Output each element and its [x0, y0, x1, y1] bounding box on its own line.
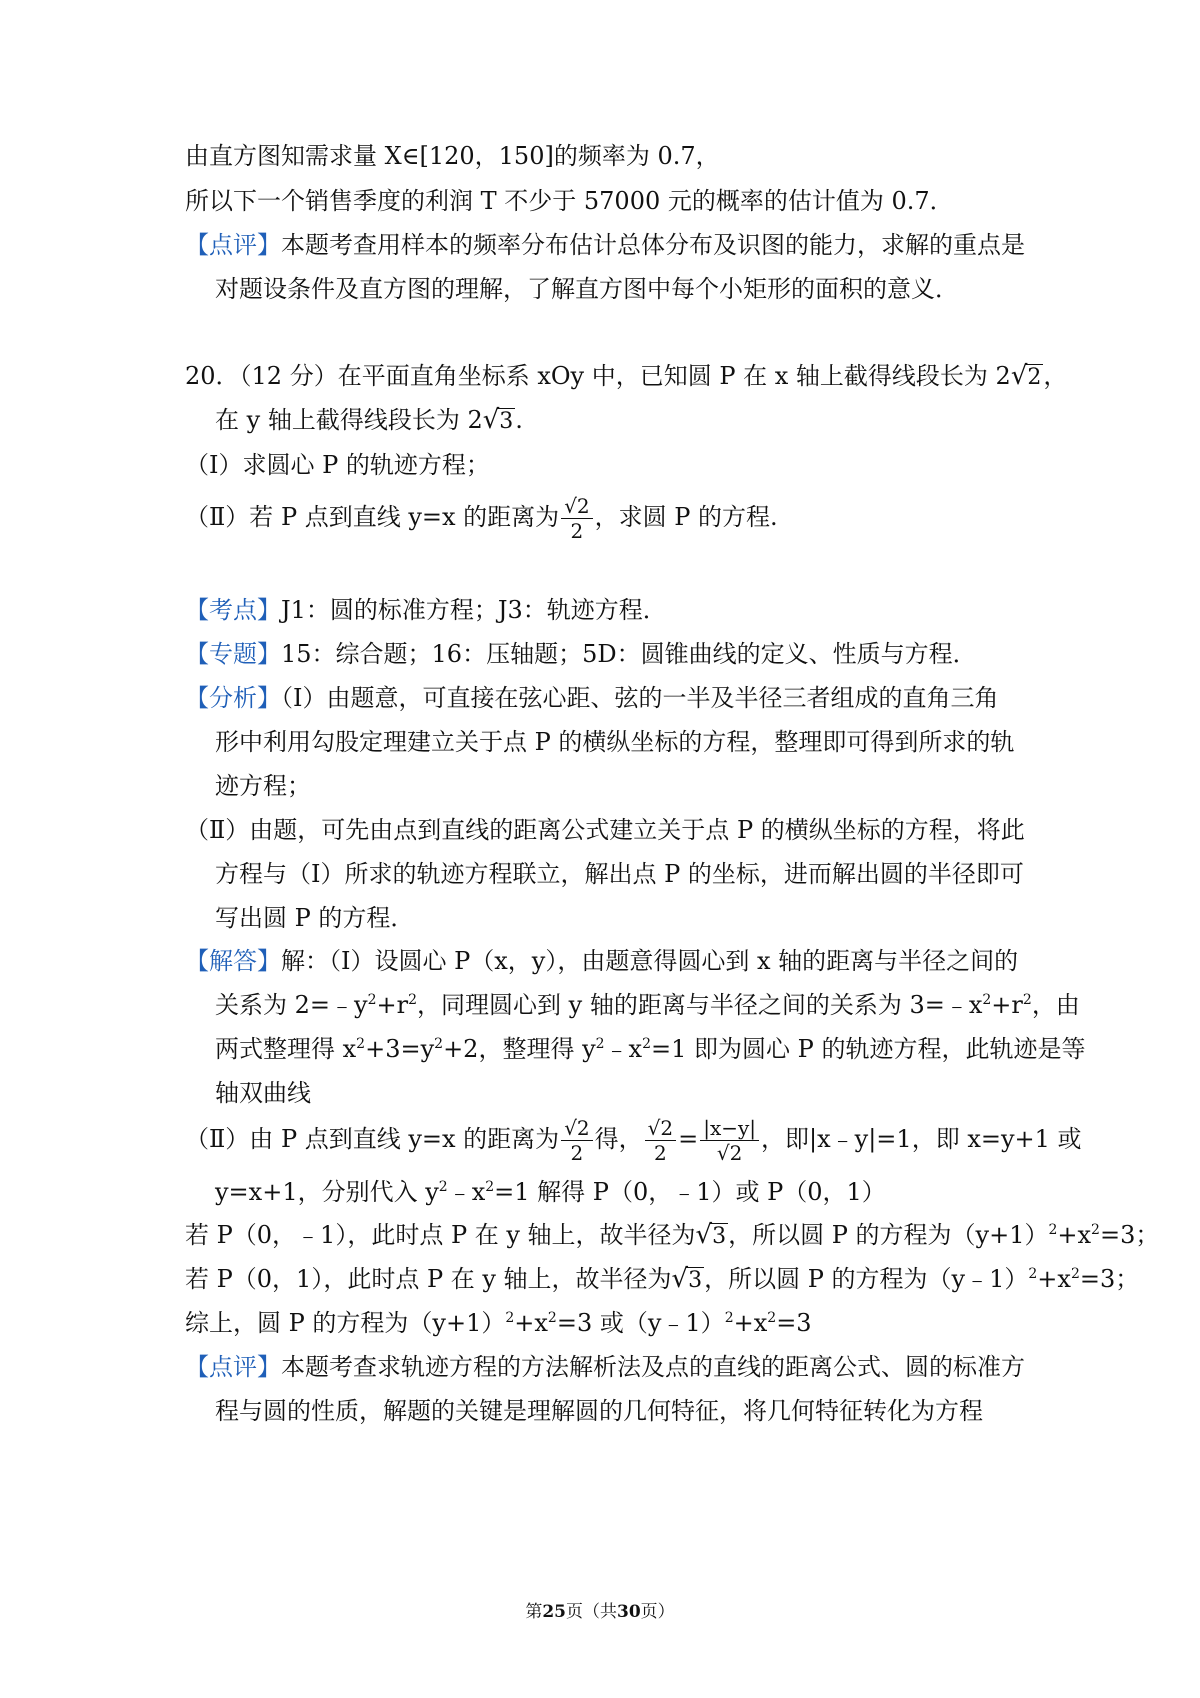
text-line: 轴双曲线: [215, 1079, 311, 1107]
question-line: （Ⅱ）若 P 点到直线 y=x 的距离为 $\frac{√2}{2}$ ，求圆 P 的方程.: [185, 494, 778, 543]
fenxi-line: 【分析】（Ⅰ）由题意，可直接在弦心距、弦的一半及半径三者组成的直角三角: [185, 684, 999, 712]
text-line: 综上，圆 P 的方程为$(y+1)^2+x^2=3$ 或$(y﹣1)^2+x^2=3$: [185, 1309, 812, 1337]
fraction: $\frac{√2}{2}$: [645, 1116, 676, 1165]
text-line: （Ⅱ）由题，可先由点到直线的距离公式建立关于点 P 的横纵坐标的方程，将此: [185, 816, 1025, 844]
text-line: 方程与（I）所求的轨迹方程联立，解出点 P 的坐标，进而解出圆的半径即可: [215, 860, 1024, 888]
text-line: 关系为 $2=﹣y^2+r^2$，同理圆心到 y 轴的距离与半径之间的关系为 $3=﹣x^2+r^2$，由: [215, 991, 1080, 1019]
text-line: 程与圆的性质，解题的关键是理解圆的几何特征，将几何特征转化为方程: [215, 1397, 983, 1425]
text-line: 若 P（0，1），此时点 P 在 y 轴上，故半径为√3，所以圆 P 的方程为$(y﹣1)^2+x^2=3$；: [185, 1263, 1139, 1297]
text-line: 若 P（0，﹣1），此时点 P 在 y 轴上，故半径为√3，所以圆 P 的方程为$(y+1)^2+x^2=3$；: [185, 1219, 1159, 1253]
sqrt-expr: √3: [671, 1264, 703, 1294]
sqrt-expr: √2: [1010, 361, 1042, 391]
sqrt-expr: √3: [695, 1220, 727, 1250]
fraction: $\frac{√2}{2}$: [561, 494, 592, 543]
jieda-tag: 【解答】: [185, 947, 281, 975]
question-line: （Ⅰ）求圆心 P 的轨迹方程；: [185, 451, 490, 479]
question-line: 在 y 轴上截得线段长为 2√3.: [215, 404, 523, 438]
zhuanti-tag: 【专题】: [185, 640, 281, 668]
text-line: 两式整理得 $x^2+3=y^2+2$，整理得 $y^2﹣x^2=1$ 即为圆心 P 的轨迹方程，此轨迹是等: [215, 1035, 1086, 1063]
comment-tag: 【点评】: [185, 231, 281, 259]
kaodian-tag: 【考点】: [185, 596, 281, 624]
comment-line: 【点评】本题考查求轨迹方程的方法解析法及点的直线的距离公式、圆的标准方: [185, 1353, 1025, 1381]
comment-tag: 【点评】: [185, 1353, 281, 1381]
page-footer: 第25页（共30页）: [525, 1602, 675, 1622]
text-line: 对题设条件及直方图的理解，了解直方图中每个小矩形的面积的意义．: [215, 275, 959, 303]
fraction: $\frac{|x-y|}{√2}$: [700, 1116, 759, 1165]
text-line: 形中利用勾股定理建立关于点 P 的横纵坐标的方程，整理即可得到所求的轨: [215, 728, 1015, 756]
zhuanti-line: 【专题】15：综合题；16：压轴题；5D：圆锥曲线的定义、性质与方程．: [185, 640, 977, 668]
question-line: 20．（12 分）在平面直角坐标系 xOy 中，已知圆 P 在 x 轴上截得线段长为 2√2，: [185, 360, 1067, 394]
text-line: y=x+1，分别代入 $y^2﹣x^2=1$ 解得 P（0，﹣1）或 P（0，1）: [215, 1178, 886, 1206]
kaodian-line: 【考点】J1：圆的标准方程；J3：轨迹方程．: [185, 596, 667, 624]
fraction: $\frac{√2}{2}$: [561, 1116, 592, 1165]
jieda-line: 【解答】解：（Ⅰ）设圆心 P（x，y），由题意得圆心到 x 轴的距离与半径之间的: [185, 947, 1019, 975]
comment-line: 【点评】本题考查用样本的频率分布估计总体分布及识图的能力，求解的重点是: [185, 231, 1025, 259]
text-line: （Ⅱ）由 P 点到直线 y=x 的距离为 $\frac{√2}{2}$ 得， $\frac{√2}{2}$ = $\frac{|x-y|}{√2}$ ，即|x﹣y|=1，即 x=y+1 或: [185, 1116, 1082, 1165]
text-line: 写出圆 P 的方程．: [215, 904, 415, 932]
text-line: 迹方程；: [215, 772, 311, 800]
fenxi-tag: 【分析】: [185, 684, 281, 712]
text-line: 所以下一个销售季度的利润 T 不少于 57000 元的概率的估计值为 0.7．: [185, 187, 954, 215]
sqrt-expr: √3: [482, 405, 514, 435]
text-line: 由直方图知需求量 X∈[120，150]的频率为 0.7，: [185, 142, 720, 170]
